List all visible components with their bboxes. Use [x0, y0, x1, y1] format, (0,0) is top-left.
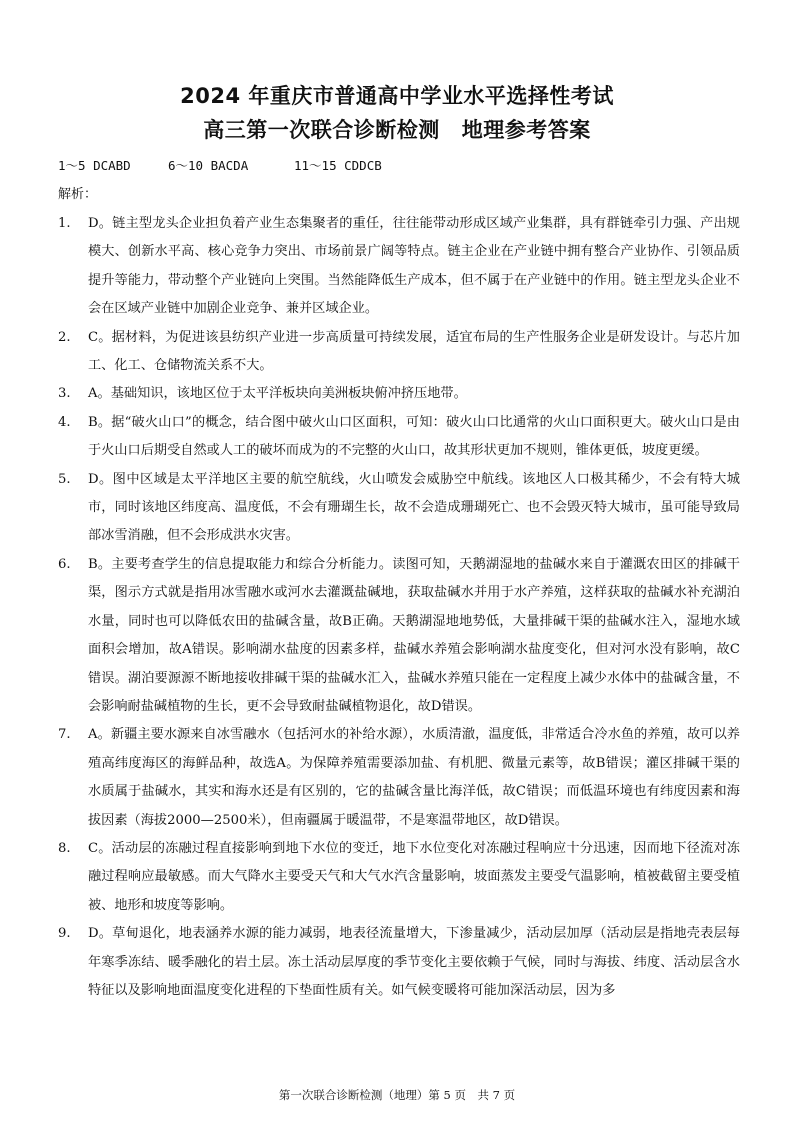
analysis-item — [58, 551, 740, 721]
subtitle-exam: 高三第一次联合诊断检测 — [203, 118, 440, 142]
item-number: 5. — [58, 471, 71, 487]
item-text: D。链主型龙头企业担负着产业生态集聚者的重任，往往能带动形成区域产业集群，具有群链牵引力强、产出规模大、创新水平高、核心竞争力突出、市场前景广阔等特点。链主企业在产业链中拥有整合产业协作、引领品质提升等能力，带动整个产业链向上突围。当然能降低生产成本，但不属于在产业链中的作用。链主型龙头企业不会在区域产业链中加剧企业竞争、兼并区域企业。 — [88, 216, 740, 317]
item-text: C。据材料，为促进该县纺织产业进一步高质量可持续发展，适宜布局的生产性服务企业是研发设计。与芯片加工、化工、仓储物流关系不大。 — [88, 329, 740, 374]
item-number: 7. — [58, 727, 71, 743]
item-number: 3. — [58, 386, 71, 402]
item-number: 9. — [58, 926, 71, 942]
item-number: 4. — [58, 414, 71, 430]
analysis-item — [58, 721, 740, 835]
item-text: D。草甸退化，地表涵养水源的能力减弱，地表径流量增大，下渗量减少，活动层加厚（活动层是指地壳表层每年寒季冻结、暖季融化的岩土层。冻土活动层厚度的季节变化主要依赖于气候，同时与海拔、纬度、活动层含水特征以及影响地面温度变化进程的下垫面性质有关。如气候变暖将可能加深活动层，因为多 — [88, 926, 740, 998]
item-text: A。基础知识，该地区位于太平洋板块向美洲板块俯冲挤压地带。 — [88, 386, 467, 402]
item-number: 2. — [58, 329, 71, 345]
analysis-item — [58, 324, 740, 381]
analysis-item — [58, 409, 740, 466]
item-text: A。新疆主要水源来自冰雪融水（包括河水的补给水源），水质清澈，温度低，非常适合冷水鱼的养殖，故可以养殖高纬度海区的海鲜品种，故选A。为保障养殖需要添加盐、有机肥、微量元素等，故B错误；灌区排碱干渠的水质属于盐碱水，其实和海水还是有区别的，它的盐碱含量比海洋低，故C错误；而低温环境也有纬度因素和海拔因素（海拔2000—2500米），但南疆属于暖温带，不是寒温带地区，故D错误。 — [88, 727, 740, 828]
subtitle-answer: 地理参考答案 — [461, 118, 591, 142]
item-text: C。活动层的冻融过程直接影响到地下水位的变迁，地下水位变化对冻融过程响应十分迅速，因而地下径流对冻融过程响应最敏感。而大气降水主要受天气和大气水汽含量影响，坡面蒸发主要受气温影响，植被截留主要受植被、地形和坡度等影响。 — [88, 840, 740, 913]
analysis-item — [58, 210, 740, 324]
analysis-label: 解析： — [58, 187, 98, 202]
analysis-item — [58, 380, 740, 408]
answer-key — [58, 156, 382, 174]
analysis-item — [58, 920, 740, 1005]
item-number: 6. — [58, 556, 71, 572]
analysis-item — [58, 835, 740, 920]
analysis-item — [58, 466, 740, 551]
item-text: B。主要考查学生的信息提取能力和综合分析能力。读图可知，天鹅湖湿地的盐碱水来自于灌溉农田区的排碱干渠，图示方式就是指用冰雪融水或河水去灌溉盐碱地，获取盐碱水并用于水产养殖，这样获取的盐碱水补充湖泊水量，同时也可以降低农田的盐碱含量，故B正确。天鹅湖湿地地势低，大量排碱干渠的盐碱水注入，湿地水域面积会增加，故A错误。影响湖水盐度的因素多样，盐碱水养殖会影响湖水盐度变化，但对河水没有影响，故C错误。湖泊要源源不断地接收排碱干渠的盐碱水汇入，盐碱水养殖只能在一定程度上减少水体中的盐碱含量，不会影响耐盐碱植物的生长，更不会导致耐盐碱植物退化，故D错误。 — [88, 556, 740, 714]
analysis-list — [58, 210, 740, 1005]
item-number: 8. — [58, 840, 71, 856]
answer-group-3: 11～15 CDDCB — [294, 158, 382, 173]
item-number: 1. — [58, 216, 71, 231]
answer-group-2: 6～10 BACDA — [168, 158, 249, 173]
page-subtitle — [0, 114, 794, 144]
item-text: D。图中区域是太平洋地区主要的航空航线，火山喷发会威胁空中航线。该地区人口极其稀少，不会有特大城市，同时该地区纬度高、温度低，不会有珊瑚生长，故不会造成珊瑚死亡、也不会毁灭特大城市，虽可能导致局部冰雪消融，但不会形成洪水灾害。 — [88, 471, 740, 544]
page-title: 2024 年重庆市普通高中学业水平选择性考试 — [180, 84, 614, 108]
answer-group-1: 1～5 DCABD — [58, 158, 131, 173]
item-text: B。据“破火山口”的概念，结合图中破火山口区面积，可知：破火山口比通常的火山口面积更大。破火山口是由于火山口后期受自然或人工的破坏而成为的不完整的火山口，故其形状更加不规则，锥体更低，坡度更缓。 — [88, 414, 740, 459]
page-footer: 第一次联合诊断检测（地理）第 5 页 共 7 页 — [278, 1088, 516, 1102]
